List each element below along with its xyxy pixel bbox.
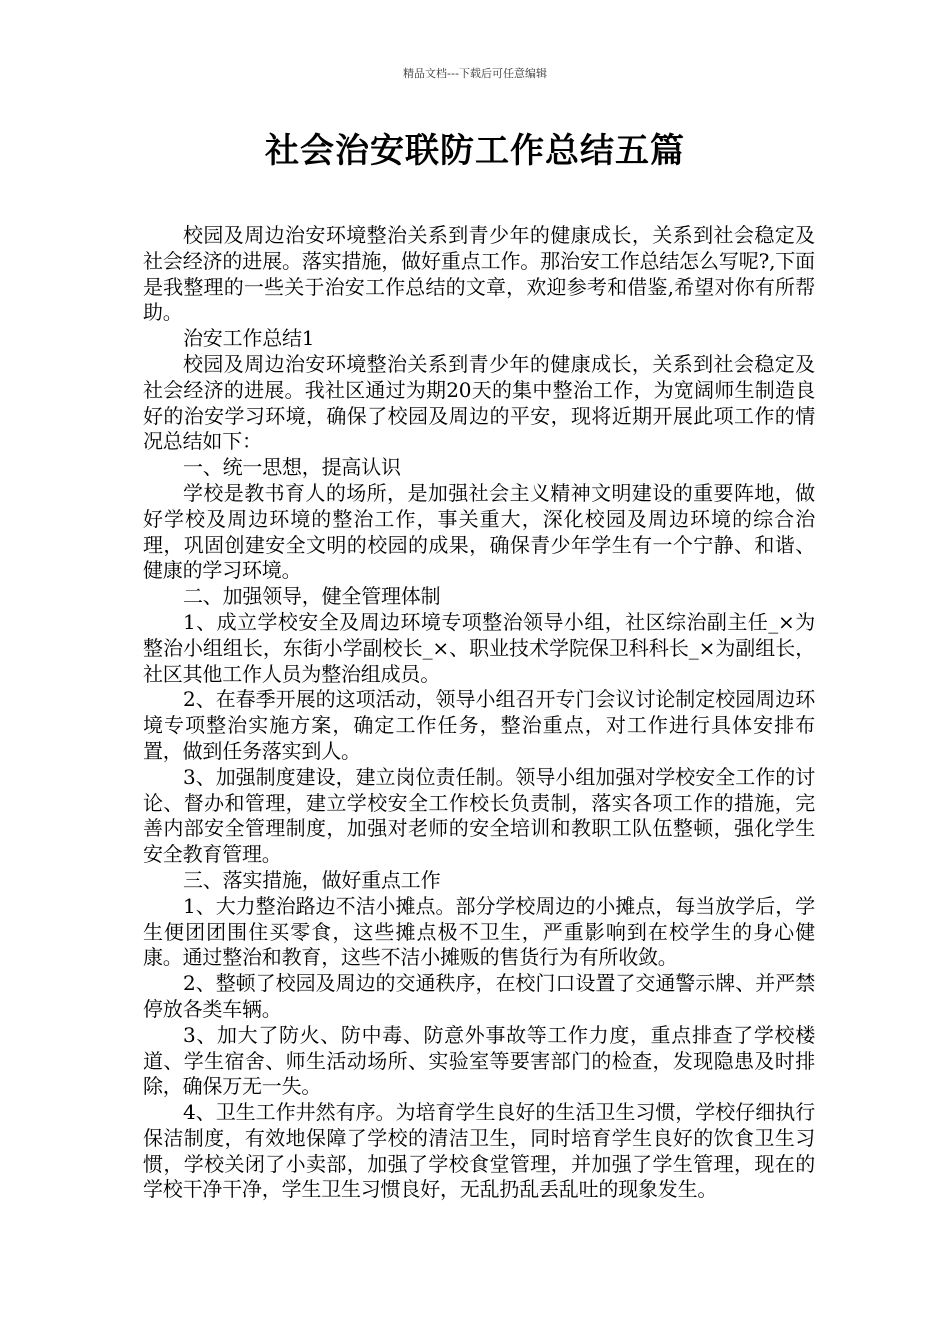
section-heading-unify-thinking: 一、统一思想，提高认识 [183,455,401,480]
header-note: 精品文档---下载后可任意编辑 [403,67,547,80]
document-title: 社会治安联防工作总结五篇 [265,131,685,171]
list-item-paragraph: 3、加大了防火、防中毒、防意外事故等工作力度，重点排查了学校楼道、学生宿舍、师生活动场所、实验室等要害部门的检查，发现隐患及时排除，确保万无一失。 [143,1022,815,1099]
body-paragraph: 校园及周边治安环境整治关系到青少年的健康成长，关系到社会稳定及社会经济的进展。我社区通过为期20天的集中整治工作，为宽阔师生制造良好的治安学习环境，确保了校园及周边的平安，现将近期开展此项工作的情况总结如下： [143,351,815,454]
list-item-paragraph: 1、成立学校安全及周边环境专项整治领导小组，社区综治副主任_×为整治小组组长，东街小学副校长_×、职业技术学院保卫科科长_×为副组长，社区其他工作人员为整治组成员。 [143,609,815,686]
section-heading-strengthen-leadership: 二、加强领导，健全管理体制 [183,584,441,609]
section-heading-summary-1: 治安工作总结1 [183,326,315,351]
intro-paragraph: 校园及周边治安环境整治关系到青少年的健康成长，关系到社会稳定及社会经济的进展。落实措施，做好重点工作。那治安工作总结怎么写呢?,下面是我整理的一些关于治安工作总结的文章，欢迎参考和借鉴,希望对你有所帮助。 [143,223,815,325]
body-paragraph: 学校是教书育人的场所，是加强社会主义精神文明建设的重要阵地，做好学校及周边环境的整治工作，事关重大，深化校园及周边环境的综合治理，巩固创建安全文明的校园的成果，确保青少年学生有一个宁静、和谐、健康的学习环境。 [143,480,815,583]
document-body [143,223,815,1203]
list-item-paragraph: 2、整顿了校园及周边的交通秩序，在校门口设置了交通警示牌、并严禁停放各类车辆。 [143,971,815,1021]
list-item-paragraph: 4、卫生工作井然有序。为培育学生良好的生活卫生习惯，学校仔细执行保洁制度，有效地保障了学校的清洁卫生，同时培育学生良好的饮食卫生习惯，学校关闭了小卖部，加强了学校食堂管理，并加强了学生管理，现在的学校干净干净，学生卫生习惯良好，无乱扔乱丢乱吐的现象发生。 [143,1100,815,1202]
section-heading-implement-measures: 三、落实措施，做好重点工作 [183,867,441,892]
list-item-paragraph: 3、加强制度建设，建立岗位责任制。领导小组加强对学校安全工作的讨论、督办和管理，建立学校安全工作校长负责制，落实各项工作的措施，完善内部安全管理制度，加强对老师的安全培训和教职工队伍整顿，强化学生安全教育管理。 [143,764,815,867]
list-item-paragraph: 2、在春季开展的这项活动，领导小组召开专门会议讨论制定校园周边环境专项整治实施方案，确定工作任务，整治重点，对工作进行具体安排布置，做到任务落实到人。 [143,687,815,763]
list-item-paragraph: 1、大力整治路边不洁小摊点。部分学校周边的小摊点，每当放学后，学生便团团围住买零食，这些摊点极不卫生，严重影响到在校学生的身心健康。通过整治和教育，这些不洁小摊贩的售货行为有所收敛。 [143,893,815,970]
